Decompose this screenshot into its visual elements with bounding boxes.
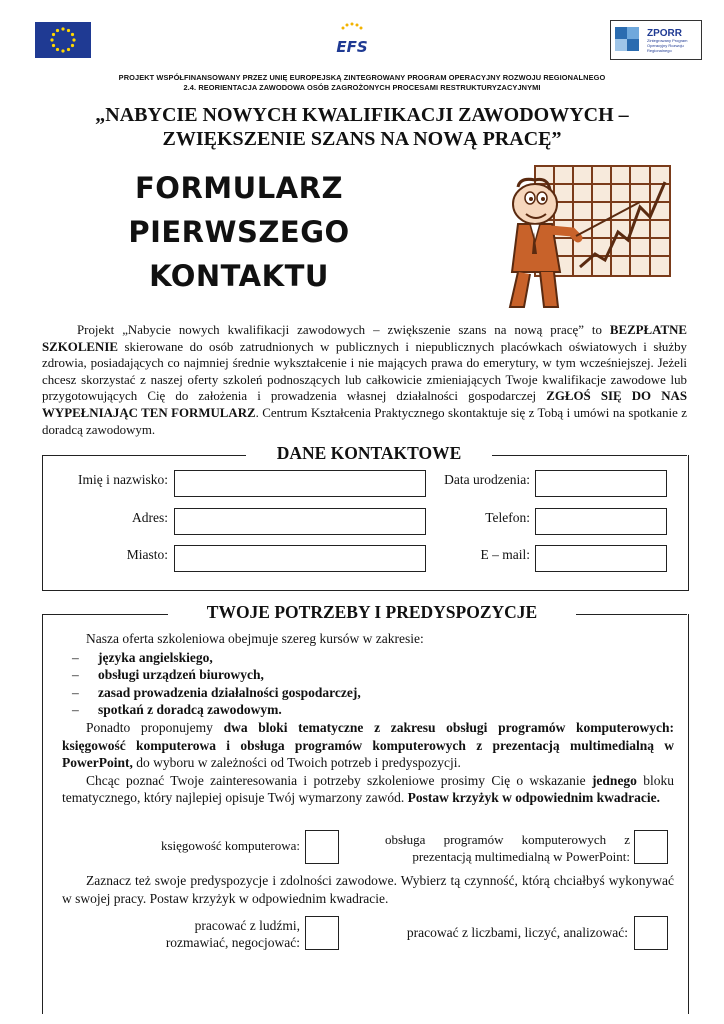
zporr-logo-text: ZPORR: [647, 28, 682, 39]
city-label: Miasto:: [126, 547, 168, 562]
people-option-label: pracować z ludźmi, rozmawiać, negocjować:: [165, 918, 300, 950]
city-field[interactable]: [174, 545, 426, 572]
powerpoint-checkbox[interactable]: [634, 830, 668, 864]
numbers-checkbox[interactable]: [634, 916, 668, 950]
name-field[interactable]: [174, 470, 426, 497]
name-label: Imię i nazwisko:: [78, 472, 168, 487]
form-title-line-2: PIERWSZEGO: [128, 215, 350, 249]
predispositions-paragraph: Zaznacz też swoje predyspozycje i zdolności zawodowe. Wybierz tą czynność, którą chciałbyś wykonywać w swojej pracy. Postaw krzyżyk w odpowiednim kwadracie.: [62, 873, 674, 906]
needs-content: [62, 630, 674, 807]
intro-paragraph: Projekt „Nabycie nowych kwalifikacji zawodowych – zwiększenie szans na nową pracę” to BEZPŁATNE SZKOLENIE skierowane do osób zatrudnionych w publicznych i niepublicznych placówkach oświatowych i służby zdrowia, posiadających co najmniej średnie wykształcenie i nie mających prawa do emerytury, w tym wcześniejszej. Jeżeli chcesz skorzystać z naszej oferty szkoleń podnoszących lub całkowicie zmieniających Twoje kwalifikacje zawodowe lub przygotowujących Cię do założenia i prowadzenia własnej działalności gospodarczej ZGŁOŚ SIĘ DO NAS WYPEŁNIAJĄC TEN FORMULARZ. Centrum Kształcenia Praktycznego skontaktuje się z Tobą i umówi na spotkanie z doradcą zawodowym.: [42, 323, 687, 437]
email-field[interactable]: [535, 545, 667, 572]
project-line-2: 2.4. REORIENTACJA ZAWODOWA OSÓB ZAGROŻONYCH PROCESAMI RESTRUKTURYZACYJNYMI: [183, 83, 541, 92]
presenter-chart-illustration: [500, 162, 680, 312]
zporr-logo: [610, 20, 702, 60]
project-headline-line-1: „NABYCIE NOWYCH KWALIFIKACJI ZAWODOWYCH –: [95, 104, 629, 126]
birth-date-field[interactable]: [535, 470, 667, 497]
project-headline-line-2: ZWIĘKSZENIE SZANS NA NOWĄ PRACĘ”: [162, 128, 562, 150]
list-item: – zasad prowadzenia działalności gospodarczej,: [72, 684, 361, 700]
powerpoint-option-label: obsługa programów komputerowych z prezentacją multimedialną w PowerPoint:: [385, 832, 630, 864]
form-title-line-3: KONTAKTU: [149, 259, 329, 293]
form-title-line-1: FORMULARZ: [135, 171, 343, 205]
offer-intro: Nasza oferta szkoleniowa obejmuje szereg kursów w zakresie:: [86, 631, 424, 646]
list-item: – obsługi urządzeń biurowych,: [72, 667, 264, 683]
project-line-1: PROJEKT WSPÓŁFINANSOWANY PRZEZ UNIĘ EUROPEJSKĄ ZINTEGROWANY PROGRAM OPERACYJNY ROZWOJU REGIONALNEGO: [118, 73, 606, 82]
accounting-checkbox[interactable]: [305, 830, 339, 864]
accounting-option-label: księgowość komputerowa:: [160, 838, 300, 853]
eu-flag-logo: [35, 22, 91, 58]
numbers-option-label: pracować z liczbami, liczyć, analizować:: [406, 925, 628, 940]
people-checkbox[interactable]: [305, 916, 339, 950]
needs-section-title: TWOJE POTRZEBY I PREDYSPOZYCJE: [168, 602, 576, 623]
contact-section-title: DANE KONTAKTOWE: [246, 443, 492, 464]
course-list: [62, 649, 674, 719]
list-item: – języka angielskiego,: [72, 649, 213, 665]
intro-bold-free-training: BEZPŁATNE SZKOLENIE: [42, 323, 687, 354]
zporr-logo-subtext: Zintegrowany Program Operacyjny Rozwoju Regionalnego: [647, 38, 688, 53]
list-item: – spotkań z doradcą zawodowym.: [72, 702, 282, 718]
address-field[interactable]: [174, 508, 426, 535]
address-label: Adres:: [132, 510, 168, 525]
intro-bold-call-to-action: ZGŁOŚ SIĘ DO NAS WYPEŁNIAJĄC TEN FORMULARZ: [42, 389, 687, 420]
efs-logo: [326, 20, 378, 60]
phone-label: Telefon:: [485, 510, 530, 525]
email-label: E – mail:: [480, 547, 530, 562]
birth-date-label: Data urodzenia:: [444, 472, 530, 487]
choose-block-paragraph: Chcąc poznać Twoje zainteresowania i potrzeby szkoleniowe prosimy Cię o wskazanie jednego bloku tematycznego, który najlepiej opisuje Twój wymarzony zawód. Postaw krzyżyk w odpowiednim kwadracie.: [62, 772, 674, 806]
phone-field[interactable]: [535, 508, 667, 535]
efs-logo-text: EFS: [336, 38, 368, 56]
computer-blocks-paragraph: Ponadto proponujemy dwa bloki tematyczne z zakresu obsługi programów komputerowych: księgowość komputerowa i obsługa programów komputerowych z prezentacją multimedialną w PowerPoint, do wyboru w zależności od Twoich potrzeb i predyspozycji.: [62, 719, 674, 771]
